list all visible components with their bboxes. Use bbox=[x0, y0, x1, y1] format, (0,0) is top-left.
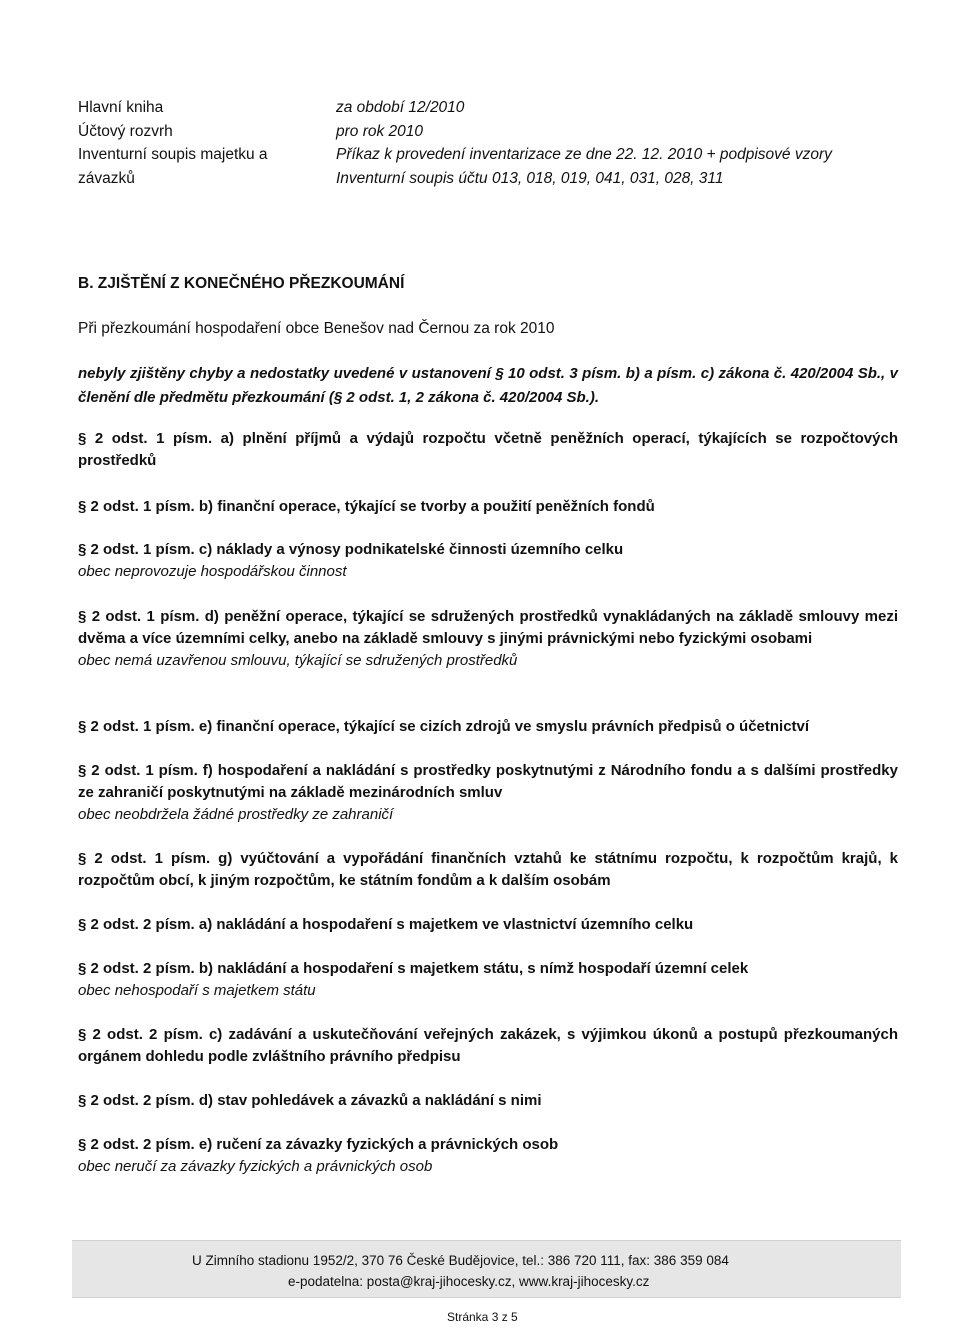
section-title: § 2 odst. 2 písm. d) stav pohledávek a závazků a nakládání s nimi bbox=[78, 1092, 542, 1109]
section-title: § 2 odst. 2 písm. e) ručení za závazky fyzických a právnických osob bbox=[78, 1136, 559, 1153]
footer-contact-box bbox=[72, 1240, 901, 1298]
document-row bbox=[78, 120, 868, 144]
section-note: obec nehospodaří s majetkem státu bbox=[78, 982, 316, 999]
document-list bbox=[78, 96, 868, 190]
review-section bbox=[78, 848, 898, 892]
intro-text: Při přezkoumání hospodaření obce Benešov nad Černou za rok 2010 bbox=[78, 320, 555, 337]
section-title: § 2 odst. 2 písm. a) nakládání a hospodaření s majetkem ve vlastnictví územního celku bbox=[78, 916, 694, 933]
section-heading: B. ZJIŠTĚNÍ Z KONEČNÉHO PŘEZKOUMÁNÍ bbox=[78, 275, 405, 292]
review-section bbox=[78, 958, 898, 1002]
footer-address: U Zimního stadionu 1952/2, 370 76 České Budějovice, tel.: 386 720 111, fax: 386 359 084 bbox=[192, 1253, 729, 1268]
section-title: § 2 odst. 1 písm. d) peněžní operace, týkající se sdružených prostředků vynakládaných na základě smlouvy mezi dvěma a více územními celky, anebo na základě smlouvy s jinými právnickými nebo fyzickými osobami bbox=[78, 608, 898, 647]
footer-contact: e-podatelna: posta@kraj-jihocesky.cz, www.kraj-jihocesky.cz bbox=[288, 1274, 650, 1289]
document-detail: za období 12/2010 bbox=[336, 99, 465, 116]
review-section bbox=[78, 539, 898, 583]
document-name: Inventurní soupis majetku a bbox=[78, 146, 268, 163]
section-note: obec neručí za závazky fyzických a právnických osob bbox=[78, 1158, 433, 1175]
page-number: Stránka 3 z 5 bbox=[447, 1310, 518, 1324]
section-note: obec nemá uzavřenou smlouvu, týkající se sdružených prostředků bbox=[78, 652, 518, 669]
section-title: § 2 odst. 1 písm. a) plnění příjmů a výdajů rozpočtu včetně peněžních operací, týkajících se rozpočtových prostředků bbox=[78, 430, 898, 469]
document-row bbox=[78, 167, 868, 191]
review-section bbox=[78, 496, 898, 518]
section-title: § 2 odst. 2 písm. b) nakládání a hospodaření s majetkem státu, s nímž hospodaří územní celek bbox=[78, 960, 749, 977]
review-section bbox=[78, 716, 898, 738]
section-title: § 2 odst. 1 písm. c) náklady a výnosy podnikatelské činnosti územního celku bbox=[78, 541, 624, 558]
document-name: Účtový rozvrh bbox=[78, 122, 173, 140]
document-detail: pro rok 2010 bbox=[336, 122, 424, 140]
review-section bbox=[78, 914, 898, 936]
section-title: § 2 odst. 1 písm. g) vyúčtování a vypořádání finančních vztahů ke státnímu rozpočtu, k rozpočtům krajů, k rozpočtům obcí, k jiným rozpočtům, ke státním fondům a k dalším osobám bbox=[78, 850, 898, 889]
document-row bbox=[78, 143, 868, 167]
section-title: § 2 odst. 1 písm. f) hospodaření a nakládání s prostředky poskytnutými z Národního fondu a s dalšími prostředky ze zahraničí poskytnutými na základě mezinárodních smluv bbox=[78, 762, 898, 801]
section-title: § 2 odst. 2 písm. c) zadávání a uskutečňování veřejných zakázek, s výjimkou úkonů a postupů přezkoumaných orgánem dohledu podle zvláštního právního předpisu bbox=[78, 1026, 898, 1065]
result-statement: nebyly zjištěny chyby a nedostatky uvedené v ustanovení § 10 odst. 3 písm. b) a písm. c) zákona č. 420/2004 Sb., v členění dle předmětu přezkoumání (§ 2 odst. 1, 2 zákona č. 420/2004 Sb.). bbox=[78, 365, 898, 406]
review-section bbox=[78, 1090, 898, 1112]
section-title: § 2 odst. 1 písm. e) finanční operace, týkající se cizích zdrojů ve smyslu právních předpisů o účetnictví bbox=[78, 718, 810, 735]
review-section bbox=[78, 428, 898, 472]
section-note: obec neobdržela žádné prostředky ze zahraničí bbox=[78, 806, 394, 823]
review-section bbox=[78, 606, 898, 672]
document-name: závazků bbox=[78, 169, 135, 187]
section-title: § 2 odst. 1 písm. b) finanční operace, týkající se tvorby a použití peněžních fondů bbox=[78, 498, 655, 515]
review-section bbox=[78, 1134, 898, 1178]
review-section bbox=[78, 760, 898, 826]
document-detail: Inventurní soupis účtu 013, 018, 019, 041, 031, 028, 311 bbox=[336, 169, 724, 187]
document-row bbox=[78, 96, 868, 120]
document-name: Hlavní kniha bbox=[78, 99, 164, 116]
review-section bbox=[78, 1024, 898, 1068]
section-note: obec neprovozuje hospodářskou činnost bbox=[78, 563, 347, 580]
document-detail: Příkaz k provedení inventarizace ze dne 22. 12. 2010 + podpisové vzory bbox=[336, 146, 832, 163]
